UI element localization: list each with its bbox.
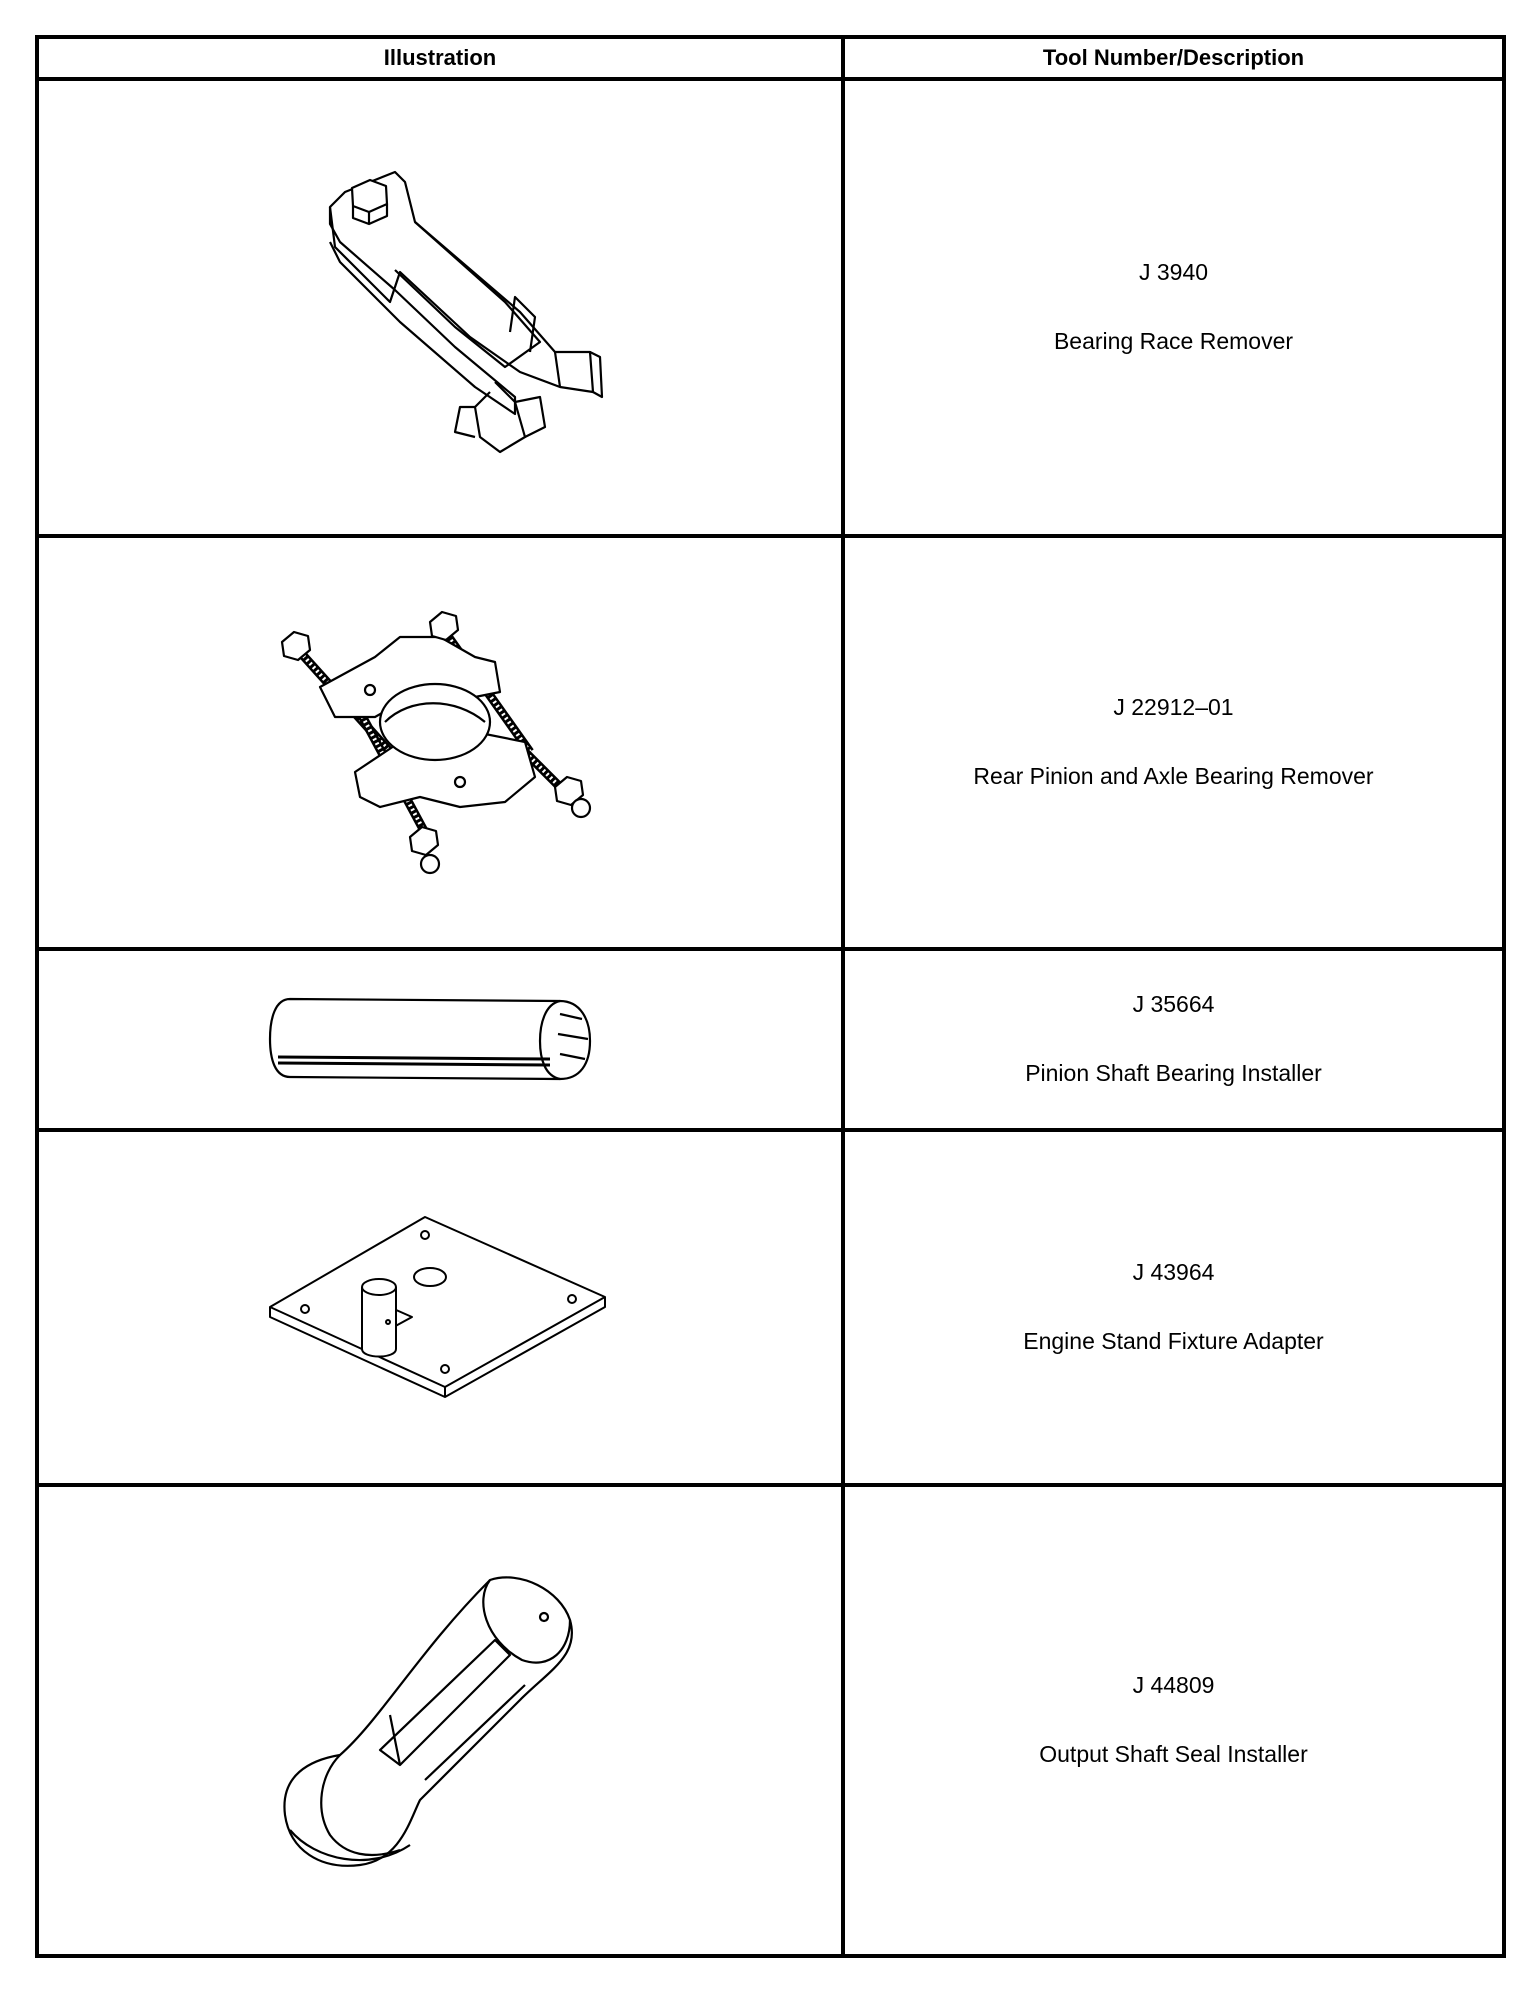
tool-number: J 43964 — [1132, 1259, 1215, 1286]
bearing-race-remover-icon — [260, 152, 620, 462]
tool-description: Output Shaft Seal Installer — [1039, 1741, 1308, 1768]
header-row — [37, 37, 1504, 79]
tool-description-cell — [843, 79, 1504, 536]
tool-number-description-header: Tool Number/Description — [843, 37, 1504, 79]
tool-number: J 35664 — [1132, 991, 1215, 1018]
illustration-header: Illustration — [37, 37, 843, 79]
illustration-cell — [37, 949, 843, 1129]
table-row — [37, 536, 1504, 949]
tool-description-cell — [843, 1130, 1504, 1485]
tool-description-cell — [843, 536, 1504, 949]
tool-number: J 22912–01 — [1113, 694, 1234, 721]
tool-description: Rear Pinion and Axle Bearing Remover — [973, 763, 1374, 790]
tool-number: J 3940 — [1138, 259, 1209, 286]
table-row — [37, 1130, 1504, 1485]
fixture-plate-icon — [260, 1187, 620, 1427]
tool-number: J 44809 — [1132, 1672, 1215, 1699]
tool-description-cell — [843, 1485, 1504, 1956]
table-row — [37, 949, 1504, 1129]
illustration-cell — [37, 1130, 843, 1485]
bearing-separator-icon — [260, 602, 620, 882]
tool-description: Pinion Shaft Bearing Installer — [1025, 1060, 1322, 1087]
table-row — [37, 1485, 1504, 1956]
cylindrical-installer-icon — [260, 979, 620, 1099]
seal-installer-icon — [260, 1560, 620, 1880]
illustration-cell — [37, 1485, 843, 1956]
table-row — [37, 79, 1504, 536]
tool-description-cell — [843, 949, 1504, 1129]
special-tools-table — [35, 35, 1506, 1958]
tool-description: Bearing Race Remover — [1053, 328, 1294, 355]
illustration-cell — [37, 536, 843, 949]
illustration-cell — [37, 79, 843, 536]
tool-description: Engine Stand Fixture Adapter — [1023, 1328, 1324, 1355]
